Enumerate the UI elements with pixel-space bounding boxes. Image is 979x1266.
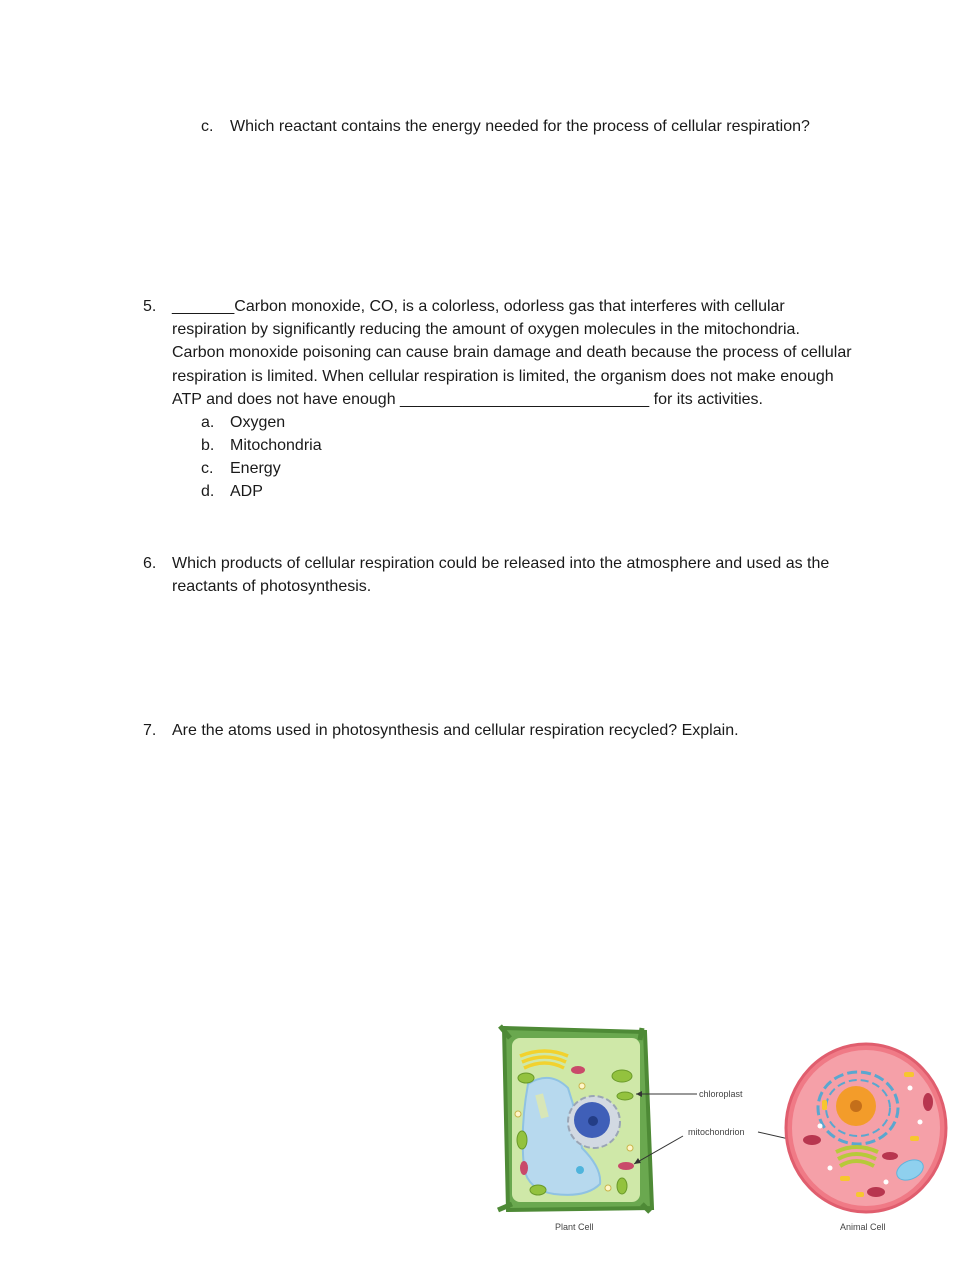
plant-cell-diagram	[498, 1026, 652, 1212]
mitochondrion-label: mitochondrion	[688, 1127, 745, 1137]
cell-illustration	[490, 1018, 960, 1238]
q6-line: Which products of cellular respiration could be released into the atmosphere and used as the	[172, 555, 830, 572]
q5-option-b-letter: b.	[201, 437, 215, 454]
q7-number: 7.	[143, 722, 157, 739]
q5-number: 5.	[143, 298, 157, 315]
q4c-letter: c.	[201, 118, 214, 135]
q5-text	[172, 295, 852, 411]
animal-cell-label: Animal Cell	[840, 1222, 886, 1232]
animal-cell-diagram	[786, 1044, 946, 1212]
q5-option-c-letter: c.	[201, 460, 214, 477]
q5-option-a: Oxygen	[230, 414, 286, 431]
q4c-text: Which reactant contains the energy needed for the process of cellular respiration?	[230, 118, 810, 135]
q5-line: _______Carbon monoxide, CO, is a colorless, odorless gas that interferes with cellular	[172, 298, 785, 315]
q5-line: respiration is limited. When cellular respiration is limited, the organism does not make enough	[172, 367, 834, 385]
q5-option-d-letter: d.	[201, 483, 215, 500]
q5-line: ATP and does not have enough ____________________________ for its activities.	[172, 390, 763, 408]
q5-option-a-letter: a.	[201, 414, 215, 431]
q5-option-c: Energy	[230, 460, 281, 477]
plant-cell-label: Plant Cell	[555, 1222, 594, 1232]
q7-text: Are the atoms used in photosynthesis and cellular respiration recycled? Explain.	[172, 722, 739, 739]
chloroplast-label: chloroplast	[699, 1089, 743, 1099]
q6-line: reactants of photosynthesis.	[172, 578, 372, 596]
q5-option-b: Mitochondria	[230, 437, 322, 454]
q5-option-d: ADP	[230, 483, 263, 500]
cell-figure	[490, 1018, 960, 1238]
q6-text	[172, 552, 829, 598]
q6-number: 6.	[143, 555, 157, 572]
q5-line: Carbon monoxide poisoning can cause brain damage and death because the process of cellular	[172, 344, 852, 362]
q5-line: respiration by significantly reducing the amount of oxygen molecules in the mitochondria.	[172, 321, 800, 339]
